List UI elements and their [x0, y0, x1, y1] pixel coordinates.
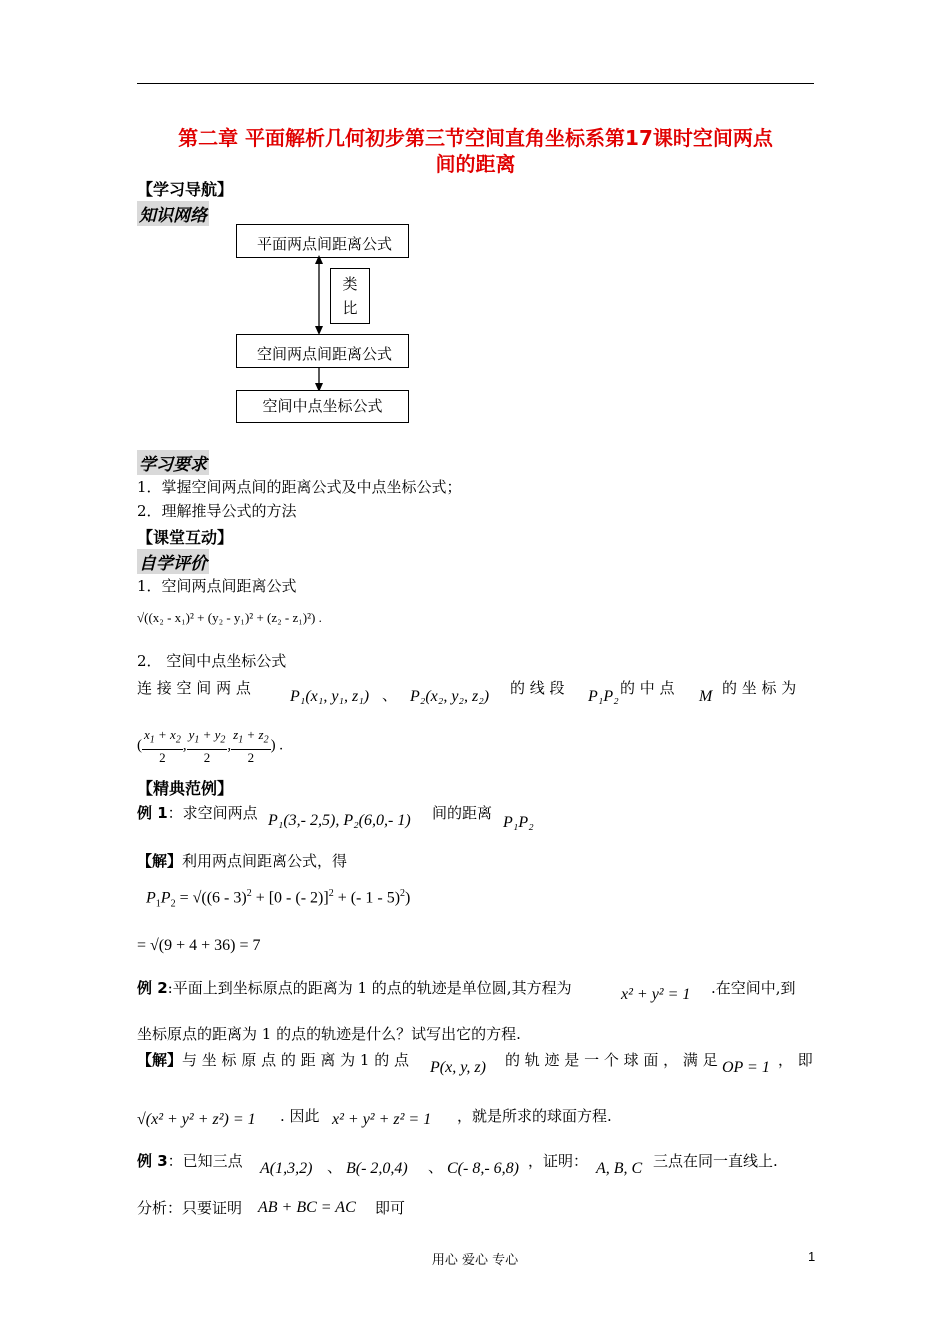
midpoint-line-b: 的 线 段	[510, 679, 565, 697]
example3-eq: AB + BC = AC	[258, 1199, 356, 1216]
example3-point-b: B(- 2,0,4)	[346, 1160, 408, 1177]
self-eval-item2: 2． 空间中点坐标公式	[137, 652, 287, 670]
midpoint-m: M	[699, 688, 713, 705]
example2-line1	[137, 977, 572, 998]
diagram-down-arrow	[311, 368, 327, 392]
example2-sphere-eq: x² + y² + z² = 1	[332, 1111, 432, 1128]
example2-sol2: 的 轨 迹 是 一 个 球 面 ， 满 足	[505, 1051, 718, 1069]
example3-point-a: A(1,3,2)	[260, 1160, 313, 1177]
example3-text1: ：已知三点	[167, 1152, 243, 1170]
point-p2: P₂(x₂, y₂, z₂)	[410, 688, 490, 705]
example1-solution	[137, 850, 347, 871]
self-eval-item1: 1．空间两点间距离公式	[137, 577, 297, 595]
diagram-analogy-label: 类比	[342, 275, 358, 317]
diagram-box-space-distance	[236, 334, 409, 368]
example3-sep1: 、	[327, 1158, 343, 1176]
distance-formula: √((x₂ - x₁)² + (y₂ - y₁)² + (z₂ - z₁)²) .	[137, 610, 322, 625]
example2-op: OP = 1	[722, 1059, 770, 1076]
diagram-double-arrow	[308, 255, 330, 335]
example1-text: ：求空间两点	[167, 804, 258, 822]
example2-text1: :平面上到坐标原点的距离为 1 的点的轨迹是单位圆,其方程为	[167, 979, 572, 997]
example3-abc: A, B, C	[596, 1160, 643, 1177]
example1-solution-text: 利用两点间距离公式，得	[182, 852, 348, 870]
example1-solution-label: 【解】	[137, 852, 183, 870]
example2-text2: .在空间中,到	[711, 979, 796, 997]
example2-sol1: 与 坐 标 原 点 的 距 离 为 1 的 点	[182, 1051, 410, 1069]
example2-point: P(x, y, z)	[430, 1059, 486, 1076]
example3-analysis: 分析：只要证明	[137, 1199, 243, 1217]
section-examples: 【精典范例】	[137, 779, 234, 798]
point-separator: 、	[382, 686, 398, 704]
example3-point-c: C(- 8,- 6,8)	[447, 1160, 519, 1177]
chapter-title-line2: 间的距离	[435, 152, 516, 176]
example3-text2: ，证明：	[528, 1152, 589, 1170]
example1-result: = √(9 + 4 + 36) = 7	[137, 937, 261, 954]
example1-points: P₁(3,- 2,5), P₂(6,0,- 1)	[268, 812, 411, 829]
chapter-title-line1: 第二章 平面解析几何初步第三节空间直角坐标系第17课时空间两点	[178, 126, 773, 150]
example2-text3: 坐标原点的距离为 1 的点的轨迹是什么？试写出它的方程.	[137, 1025, 521, 1043]
example3-line	[137, 1150, 243, 1171]
example3-label: 例 3	[137, 1152, 168, 1170]
requirement-1: 1．掌握空间两点间的距离公式及中点坐标公式；	[137, 478, 462, 496]
example2-sqrt-eq: √(x² + y² + z²) = 1	[137, 1111, 256, 1128]
subsection-requirements: 学习要求	[137, 450, 209, 475]
section-guide: 【学习导航】	[137, 180, 234, 199]
midpoint-line-d: 的 坐 标 为	[722, 679, 797, 697]
example2-sol3: ， 即	[778, 1051, 813, 1069]
example1-label: 例 1	[137, 804, 168, 822]
diagram-box-midpoint-label: 空间中点坐标公式	[262, 397, 383, 415]
section-classroom: 【课堂互动】	[137, 528, 234, 547]
example2-sol4: . 因此	[280, 1107, 320, 1125]
header-rule	[137, 83, 814, 84]
example1-distance-calc: $P_1P_2 = √((6 - 3)^2 + [0$ - (- 2)]$^2$ + (- 1 - 5)$^2$)	[146, 888, 411, 910]
example2-sol-line1	[137, 1049, 409, 1070]
example3-sep2: 、	[428, 1158, 444, 1176]
segment-p1p2: P₁P₂	[588, 688, 619, 705]
midpoint-formula: ( $\frac{x_1 + x_2}{2}$ , $\frac{y_1 + y_2}{2}$ , $\frac{z_1 + z_2}{2}$ ) .	[137, 727, 284, 765]
example2-circle-eq: x² + y² = 1	[621, 986, 691, 1003]
diagram-box-space-distance-label: 空间两点间距离公式	[257, 345, 393, 363]
requirement-2: 2．理解推导公式的方法	[137, 502, 297, 520]
diagram-analogy-box	[330, 268, 370, 324]
example2-sol-label: 【解】	[137, 1051, 183, 1069]
diagram-box-plane-distance	[236, 224, 409, 258]
example2-label: 例 2	[137, 979, 168, 997]
distance-formula-text: √((x₂ - x₁)² + (y₂ - y₁)² + (z₂ - z₁)²)	[137, 610, 316, 625]
example1-line	[137, 802, 258, 823]
example3-text3: 三点在同一直线上.	[653, 1152, 778, 1170]
subsection-network: 知识网络	[137, 201, 209, 226]
point-p1: P₁(x₁, y₁, z₁)	[290, 688, 370, 705]
diagram-box-midpoint	[236, 390, 409, 423]
page-footer: 用心 爱心 专心	[431, 1253, 519, 1268]
page-number: 1	[808, 1249, 816, 1264]
example1-text2: 间的距离	[432, 804, 493, 822]
diagram-box-plane-distance-label: 平面两点间距离公式	[257, 235, 393, 253]
subsection-self-eval: 自学评价	[137, 549, 209, 574]
example2-sol5: ，就是所求的球面方程.	[457, 1107, 612, 1125]
midpoint-line-a: 连 接 空 间 两 点	[137, 679, 251, 697]
example1-segment: P₁P₂	[503, 814, 534, 831]
example3-text4: 即可	[375, 1199, 406, 1217]
midpoint-line-c: 的 中 点	[620, 679, 675, 697]
